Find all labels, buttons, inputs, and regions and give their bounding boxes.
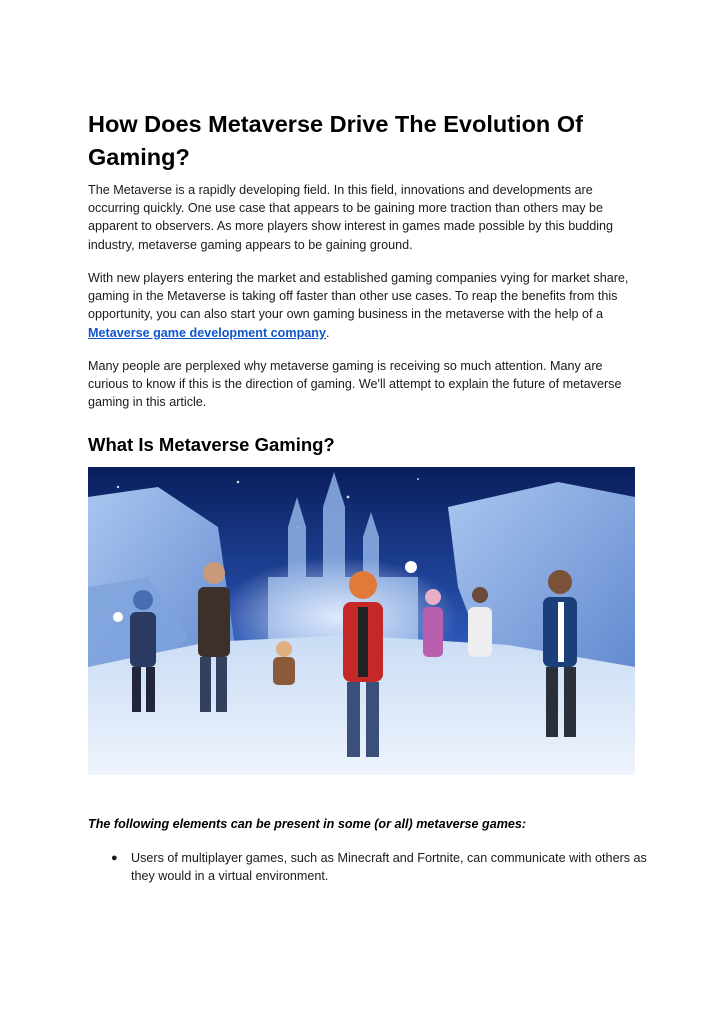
metaverse-game-development-link[interactable]: Metaverse game development company bbox=[88, 325, 326, 340]
paragraph-text: With new players entering the market and established gaming companies vying for market share, gaming in the Metaverse is taking off faster than other use cases. To reap the benefits from this opportunity, you can also start your own gaming business in the metaverse with the help of a bbox=[88, 271, 629, 322]
feature-list bbox=[88, 849, 648, 885]
opportunity-paragraph bbox=[88, 269, 644, 342]
bullet-icon: ● bbox=[111, 852, 118, 864]
section-heading: What Is Metaverse Gaming? bbox=[88, 434, 335, 455]
list-item bbox=[88, 849, 648, 885]
purpose-paragraph: Many people are perplexed why metaverse gaming is receiving so much attention. Many are curious to know if this is the direction of gaming. We'll attempt to explain the future of metaverse gaming in this article. bbox=[88, 359, 622, 410]
list-intro: The following elements can be present in some (or all) metaverse games: bbox=[88, 817, 527, 831]
intro-paragraph: The Metaverse is a rapidly developing field. In this field, innovations and developments are occurring quickly. One use case that appears to be gaining more traction than others may be apparent to observers. As more players show interest in games made possible by this budding industry, metaverse gaming appears to be gaining ground. bbox=[88, 183, 614, 252]
article-title: How Does Metaverse Drive The Evolution Of Gaming? bbox=[88, 111, 583, 170]
metaverse-gaming-image bbox=[88, 467, 635, 775]
list-item-text: Users of multiplayer games, such as Minecraft and Fortnite, can communicate with others as they would in a virtual environment. bbox=[131, 851, 647, 884]
paragraph-text-end: . bbox=[325, 325, 330, 340]
